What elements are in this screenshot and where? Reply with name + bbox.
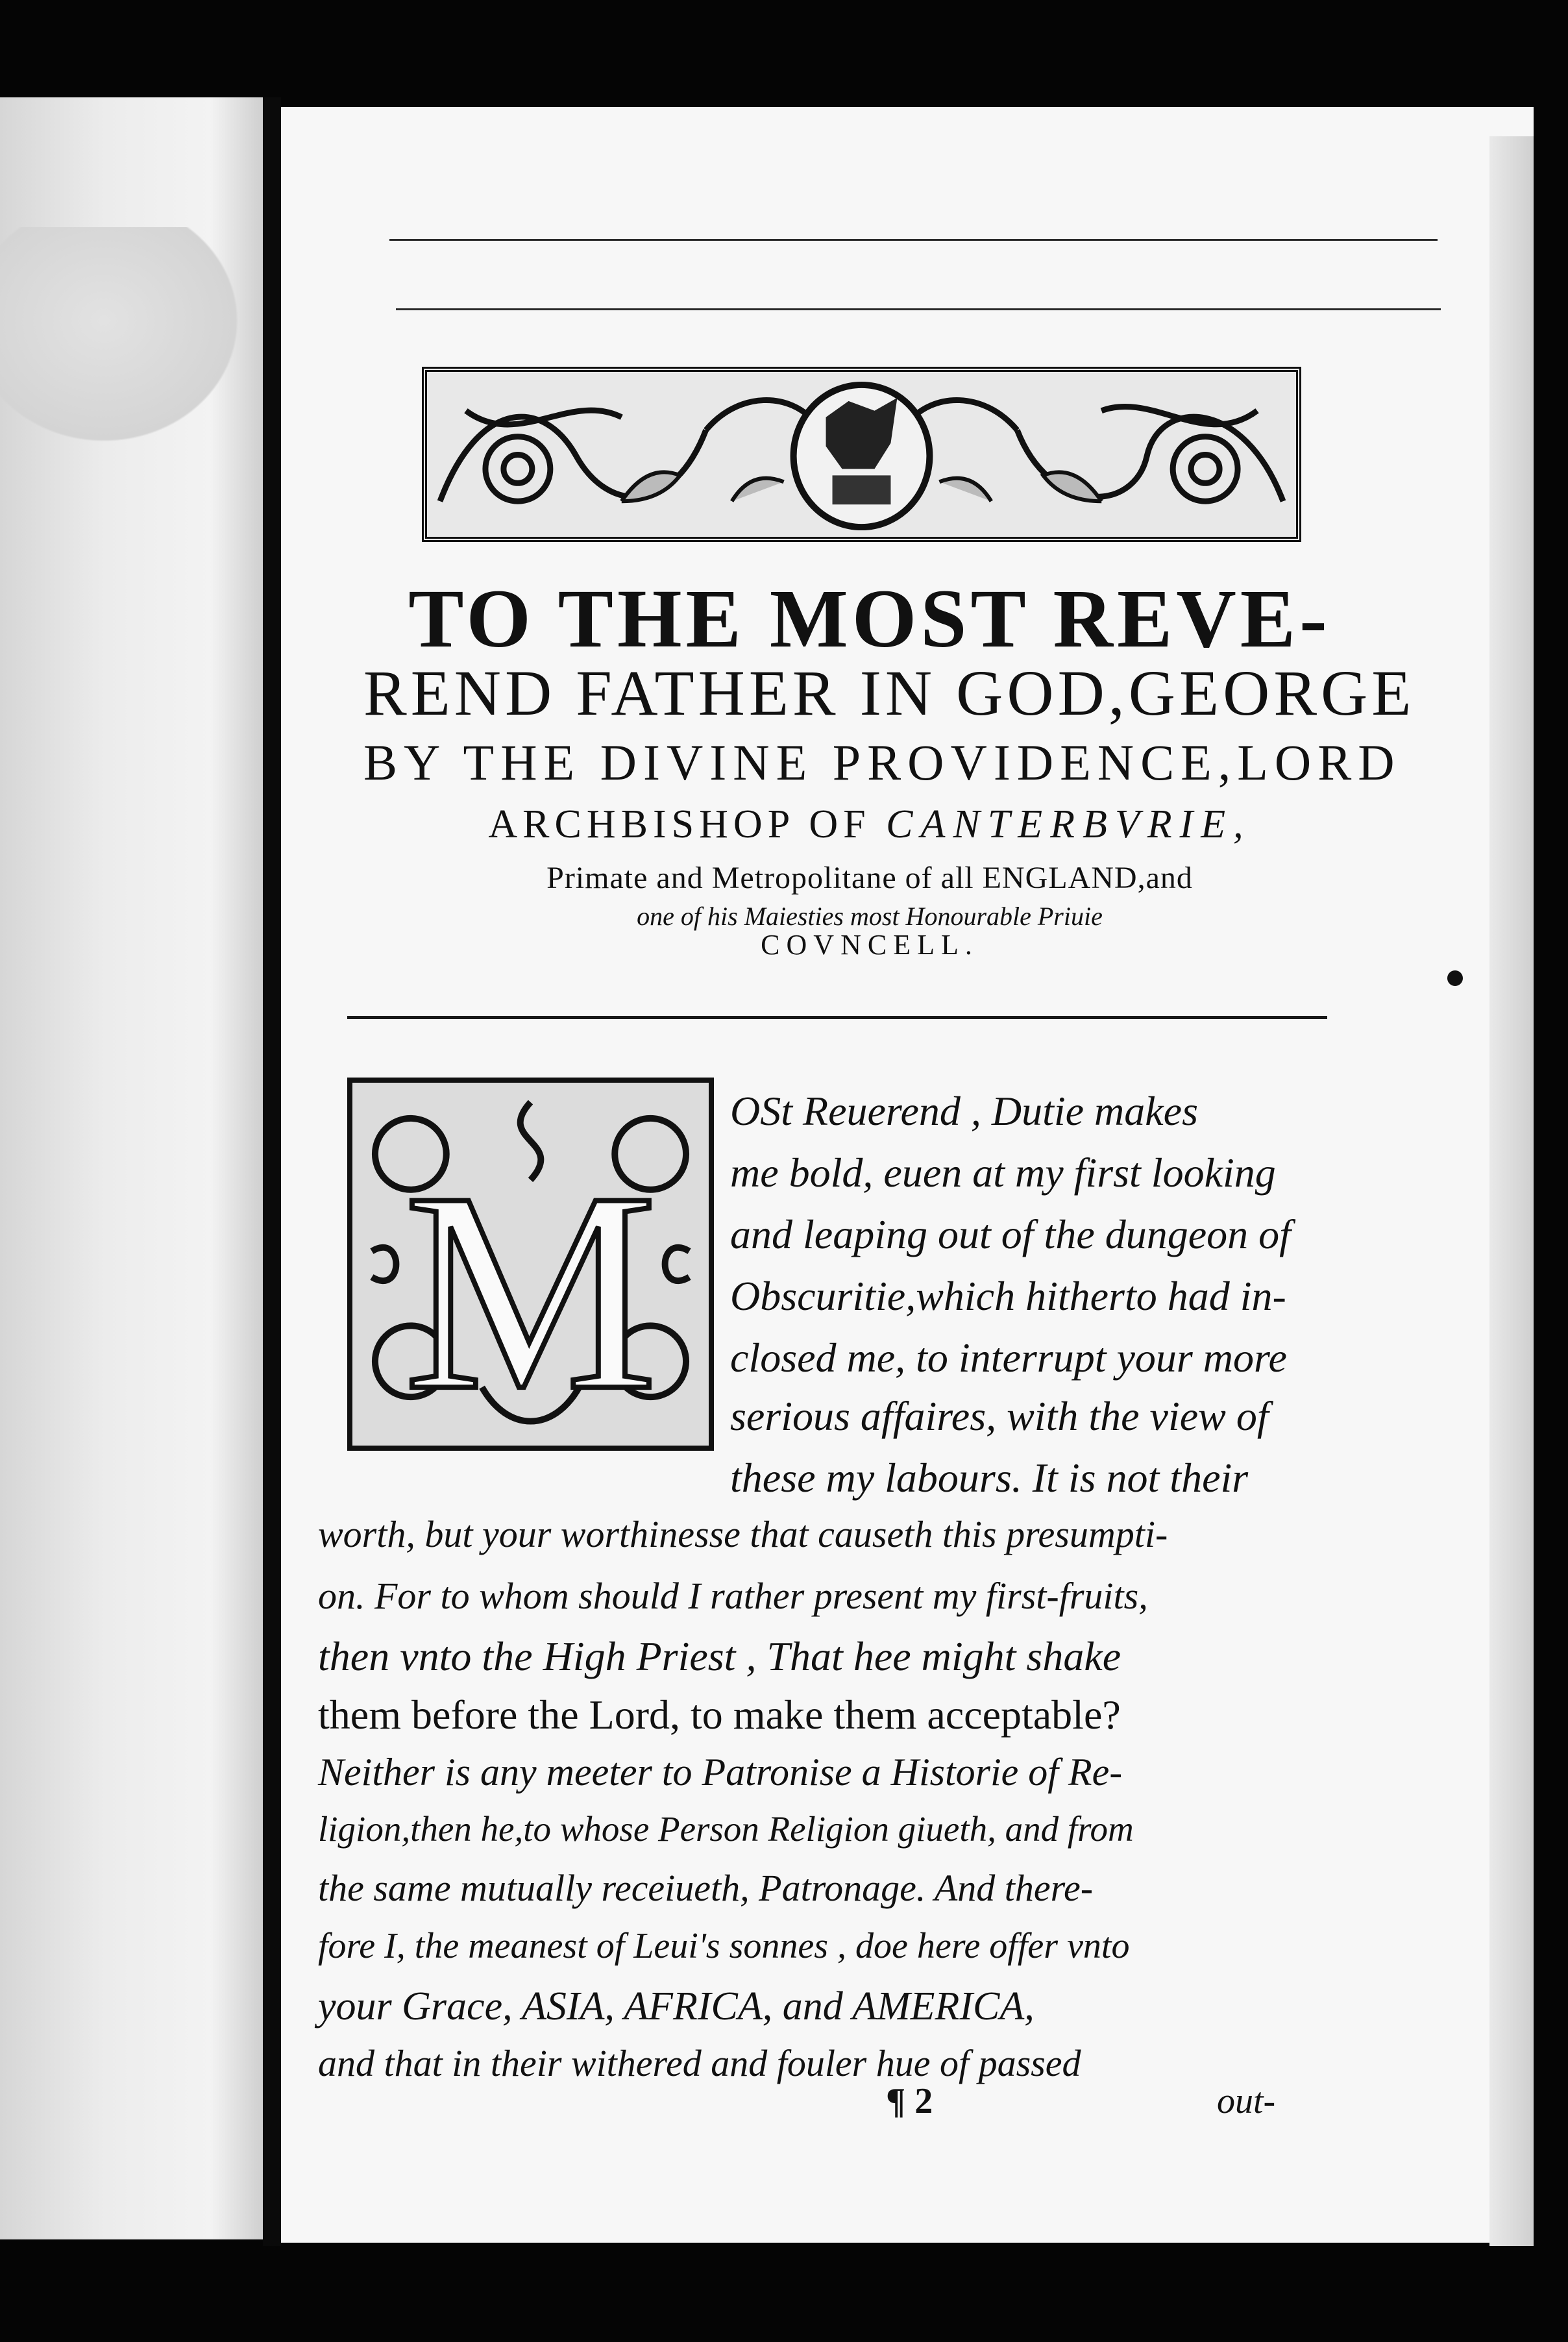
section-rule <box>347 1016 1327 1019</box>
initial-letter: M <box>404 1134 657 1446</box>
body-line-1: OSt Reuerend , Dutie makes <box>730 1088 1198 1134</box>
body-line-8: worth, but your worthinesse that causeth this presumpti- <box>318 1513 1168 1555</box>
decorated-initial <box>347 1078 714 1451</box>
heading-line-6: one of his Maiesties most Honourable Priuie <box>637 902 1103 931</box>
left-page <box>0 97 263 2239</box>
body-line-13: ligion,then he,to whose Person Religion giueth, and from <box>318 1809 1134 1849</box>
body-line-5: closed me, to interrupt your more <box>730 1335 1287 1381</box>
heading-line-4-italic: CANTERBVRIE, <box>886 802 1251 846</box>
ornamental-headpiece <box>422 367 1301 542</box>
body-line-11: them before the Lord, to make them acceptable? <box>318 1692 1121 1738</box>
page-edge <box>1489 136 1534 2246</box>
catchword: out- <box>1217 2081 1276 2121</box>
top-rule-2 <box>396 308 1441 310</box>
ink-spot <box>1447 970 1463 986</box>
body-line-12: Neither is any meeter to Patronise a Historie of Re- <box>318 1751 1123 1793</box>
heading-line-2: REND FATHER IN GOD,GEORGE <box>363 657 1415 729</box>
body-line-7: these my labours. It is not their <box>730 1455 1249 1501</box>
heading-line-5: Primate and Metropolitane of all ENGLAND,and <box>546 861 1193 895</box>
body-line-3: and leaping out of the dungeon of <box>730 1211 1291 1257</box>
body-line-6: serious affaires, with the view of <box>730 1393 1269 1439</box>
body-line-10: then vnto the High Priest , That hee might shake <box>318 1633 1121 1679</box>
heading-line-3: BY THE DIVINE PROVIDENCE,LORD <box>363 734 1401 791</box>
body-line-9: on. For to whom should I rather present my first-fruits, <box>318 1575 1148 1617</box>
body-line-4: Obscuritie,which hitherto had in- <box>730 1273 1286 1319</box>
top-rule-1 <box>389 239 1438 241</box>
body-line-17: and that in their withered and fouler hue of passed <box>318 2042 1081 2084</box>
body-line-15: fore I, the meanest of Leui's sonnes , doe here offer vnto <box>318 1926 1130 1966</box>
heading-line-7: COVNCELL. <box>761 929 979 961</box>
heading-line-4-roman: ARCHBISHOP OF <box>488 802 871 846</box>
paper-stain <box>0 227 260 461</box>
body-line-14: the same mutually receiueth, Patronage. And there- <box>318 1867 1094 1909</box>
body-line-16: your Grace, ASIA, AFRICA, and AMERICA, <box>318 1984 1035 2028</box>
heading-line-1: TO THE MOST REVE- <box>408 573 1331 665</box>
book-gutter <box>263 97 281 2246</box>
heading-line-4 <box>363 802 1376 848</box>
signature-mark: ¶ 2 <box>886 2081 933 2121</box>
body-line-2: me bold, euen at my first looking <box>730 1150 1276 1196</box>
